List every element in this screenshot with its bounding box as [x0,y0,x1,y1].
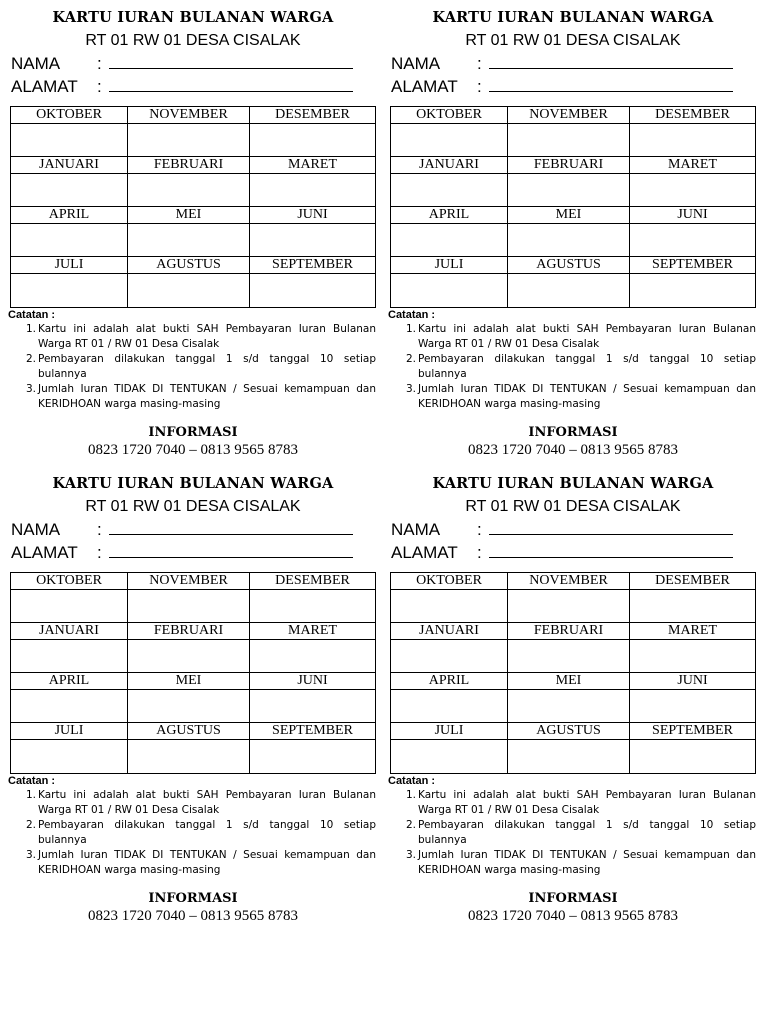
note-item: 3. Jumlah Iuran TIDAK DI TENTUKAN / Sesuai kemampuan dan KERIDHOAN warga masing-masing [26,849,376,876]
month-header: MEI [508,207,630,224]
card-subtitle: RT 01 RW 01 DESA CISALAK [465,498,681,515]
nama-colon: : [97,54,102,73]
payment-cell [250,740,375,773]
alamat-field [11,543,353,563]
month-header: SEPTEMBER [250,257,375,274]
payment-cell [11,690,128,723]
month-header: JULI [391,257,508,274]
notes-label: Catatan : [388,775,436,787]
payment-cell [11,174,128,207]
payment-cell [11,274,128,307]
nama-blank-line [109,520,353,535]
month-header: DESEMBER [630,107,755,124]
month-grid [390,572,756,774]
payment-cell [630,124,755,157]
note-text: Kartu ini adalah alat bukti SAH Pembayaran Iuran Bulanan Warga RT 01 / RW 01 Desa Cisalak [418,789,756,816]
payment-cell [630,274,755,307]
month-header: FEBRUARI [508,623,630,640]
notes-list [8,788,376,878]
dues-card [8,2,378,458]
alamat-colon: : [97,77,102,96]
note-item: 3. Jumlah Iuran TIDAK DI TENTUKAN / Sesuai kemampuan dan KERIDHOAN warga masing-masing [26,383,376,410]
note-item: 1. Kartu ini adalah alat bukti SAH Pembayaran Iuran Bulanan Warga RT 01 / RW 01 Desa Cisalak [406,789,756,816]
payment-cell [11,590,128,623]
alamat-label: ALAMAT [391,543,458,562]
payment-cell [250,274,375,307]
month-grid [10,106,376,308]
payment-cell [128,740,250,773]
card-subtitle: RT 01 RW 01 DESA CISALAK [85,32,301,49]
note-text: Pembayaran dilakukan tanggal 1 s/d tanggal 10 setiap bulannya [418,353,756,380]
nama-field [11,54,353,74]
note-item: 2. Pembayaran dilakukan tanggal 1 s/d tanggal 10 setiap bulannya [406,819,756,846]
nama-blank-line [489,54,733,69]
month-header: JANUARI [391,157,508,174]
nama-label: NAMA [391,520,441,539]
nama-label: NAMA [11,54,61,73]
nama-label: NAMA [391,54,441,73]
note-item: 2. Pembayaran dilakukan tanggal 1 s/d tanggal 10 setiap bulannya [26,353,376,380]
alamat-label: ALAMAT [11,543,78,562]
nama-blank-line [489,520,733,535]
payment-cell [630,224,755,257]
payment-cell [508,640,630,673]
info-title: INFORMASI [528,891,618,906]
notes-list [388,788,756,878]
note-text: Jumlah Iuran TIDAK DI TENTUKAN / Sesuai kemampuan dan KERIDHOAN warga masing-masing [38,383,376,410]
note-item: 1. Kartu ini adalah alat bukti SAH Pembayaran Iuran Bulanan Warga RT 01 / RW 01 Desa Cisalak [406,323,756,350]
note-text: Jumlah Iuran TIDAK DI TENTUKAN / Sesuai kemampuan dan KERIDHOAN warga masing-masing [38,849,376,876]
dues-card [388,468,758,924]
payment-cell [508,590,630,623]
month-header: NOVEMBER [508,573,630,590]
month-header: AGUSTUS [128,257,250,274]
month-header: MARET [250,623,375,640]
alamat-field [391,77,733,97]
notes-list [388,322,756,412]
month-header: OKTOBER [391,573,508,590]
month-header: SEPTEMBER [250,723,375,740]
note-text: Jumlah Iuran TIDAK DI TENTUKAN / Sesuai kemampuan dan KERIDHOAN warga masing-masing [418,383,756,410]
nama-label: NAMA [11,520,61,539]
payment-cell [508,124,630,157]
payment-cell [128,690,250,723]
card-title: KARTU IURAN BULANAN WARGA [432,9,714,26]
month-header: FEBRUARI [508,157,630,174]
note-text: Kartu ini adalah alat bukti SAH Pembayaran Iuran Bulanan Warga RT 01 / RW 01 Desa Cisalak [38,323,376,350]
month-header: FEBRUARI [128,157,250,174]
notes-label: Catatan : [388,309,436,321]
payment-cell [128,274,250,307]
month-header: DESEMBER [630,573,755,590]
payment-cell [391,640,508,673]
dues-card [8,468,378,924]
info-phone: 0823 1720 7040 – 0813 9565 8783 [88,442,298,458]
month-header: MARET [630,623,755,640]
payment-cell [630,640,755,673]
payment-cell [250,590,375,623]
payment-cell [630,174,755,207]
month-header: SEPTEMBER [630,723,755,740]
note-text: Pembayaran dilakukan tanggal 1 s/d tanggal 10 setiap bulannya [418,819,756,846]
payment-cell [508,274,630,307]
payment-cell [391,590,508,623]
note-item: 2. Pembayaran dilakukan tanggal 1 s/d tanggal 10 setiap bulannya [406,353,756,380]
month-header: MEI [128,673,250,690]
payment-cell [250,690,375,723]
month-grid [390,106,756,308]
nama-blank-line [109,54,353,69]
month-header: JANUARI [391,623,508,640]
alamat-label: ALAMAT [391,77,458,96]
month-header: MARET [630,157,755,174]
alamat-blank-line [489,543,733,558]
payment-cell [391,124,508,157]
alamat-colon: : [477,77,482,96]
info-title: INFORMASI [148,425,238,440]
card-subtitle: RT 01 RW 01 DESA CISALAK [465,32,681,49]
note-item: 1. Kartu ini adalah alat bukti SAH Pembayaran Iuran Bulanan Warga RT 01 / RW 01 Desa Cisalak [26,789,376,816]
note-text: Jumlah Iuran TIDAK DI TENTUKAN / Sesuai kemampuan dan KERIDHOAN warga masing-masing [418,849,756,876]
payment-cell [250,224,375,257]
payment-cell [630,690,755,723]
alamat-field [391,543,733,563]
month-header: APRIL [11,207,128,224]
month-header: OKTOBER [11,107,128,124]
info-title: INFORMASI [148,891,238,906]
payment-cell [391,274,508,307]
month-header: NOVEMBER [128,573,250,590]
payment-cell [250,174,375,207]
month-header: DESEMBER [250,573,375,590]
payment-cell [250,640,375,673]
card-title: KARTU IURAN BULANAN WARGA [432,475,714,492]
month-header: JUNI [250,673,375,690]
month-header: NOVEMBER [128,107,250,124]
notes-list [8,322,376,412]
notes-label: Catatan : [8,309,56,321]
payment-cell [391,174,508,207]
month-header: MEI [508,673,630,690]
payment-cell [11,124,128,157]
nama-colon: : [477,54,482,73]
note-item: 3. Jumlah Iuran TIDAK DI TENTUKAN / Sesuai kemampuan dan KERIDHOAN warga masing-masing [406,383,756,410]
alamat-colon: : [477,543,482,562]
payment-cell [128,124,250,157]
month-header: AGUSTUS [128,723,250,740]
info-title: INFORMASI [528,425,618,440]
payment-cell [508,690,630,723]
month-header: APRIL [11,673,128,690]
card-title: KARTU IURAN BULANAN WARGA [52,9,334,26]
month-grid [10,572,376,774]
note-item: 3. Jumlah Iuran TIDAK DI TENTUKAN / Sesuai kemampuan dan KERIDHOAN warga masing-masing [406,849,756,876]
alamat-colon: : [97,543,102,562]
note-text: Pembayaran dilakukan tanggal 1 s/d tanggal 10 setiap bulannya [38,819,376,846]
nama-colon: : [477,520,482,539]
month-header: JUNI [630,207,755,224]
note-text: Pembayaran dilakukan tanggal 1 s/d tanggal 10 setiap bulannya [38,353,376,380]
payment-cell [250,124,375,157]
month-header: JUNI [630,673,755,690]
month-header: NOVEMBER [508,107,630,124]
month-header: JULI [391,723,508,740]
note-text: Kartu ini adalah alat bukti SAH Pembayaran Iuran Bulanan Warga RT 01 / RW 01 Desa Cisalak [418,323,756,350]
payment-cell [508,224,630,257]
month-header: SEPTEMBER [630,257,755,274]
info-phone: 0823 1720 7040 – 0813 9565 8783 [468,442,678,458]
notes-label: Catatan : [8,775,56,787]
nama-field [391,520,733,540]
nama-field [391,54,733,74]
month-header: MEI [128,207,250,224]
payment-cell [508,174,630,207]
payment-cell [128,174,250,207]
alamat-label: ALAMAT [11,77,78,96]
month-header: FEBRUARI [128,623,250,640]
month-header: JANUARI [11,157,128,174]
payment-cell [128,590,250,623]
month-header: JANUARI [11,623,128,640]
month-header: OKTOBER [11,573,128,590]
alamat-blank-line [109,543,353,558]
payment-cell [630,590,755,623]
payment-cell [11,640,128,673]
nama-colon: : [97,520,102,539]
card-subtitle: RT 01 RW 01 DESA CISALAK [85,498,301,515]
info-phone: 0823 1720 7040 – 0813 9565 8783 [468,908,678,924]
payment-cell [391,224,508,257]
note-item: 1. Kartu ini adalah alat bukti SAH Pembayaran Iuran Bulanan Warga RT 01 / RW 01 Desa Cisalak [26,323,376,350]
month-header: JULI [11,257,128,274]
payment-cell [128,224,250,257]
payment-cell [11,224,128,257]
month-header: JULI [11,723,128,740]
month-header: AGUSTUS [508,257,630,274]
payment-cell [391,740,508,773]
card-title: KARTU IURAN BULANAN WARGA [52,475,334,492]
payment-cell [508,740,630,773]
month-header: DESEMBER [250,107,375,124]
month-header: JUNI [250,207,375,224]
month-header: MARET [250,157,375,174]
month-header: APRIL [391,673,508,690]
payment-cell [391,690,508,723]
payment-cell [11,740,128,773]
alamat-blank-line [489,77,733,92]
nama-field [11,520,353,540]
month-header: OKTOBER [391,107,508,124]
month-header: AGUSTUS [508,723,630,740]
alamat-field [11,77,353,97]
note-text: Kartu ini adalah alat bukti SAH Pembayaran Iuran Bulanan Warga RT 01 / RW 01 Desa Cisalak [38,789,376,816]
alamat-blank-line [109,77,353,92]
dues-card [388,2,758,458]
payment-cell [630,740,755,773]
note-item: 2. Pembayaran dilakukan tanggal 1 s/d tanggal 10 setiap bulannya [26,819,376,846]
payment-cell [128,640,250,673]
month-header: APRIL [391,207,508,224]
info-phone: 0823 1720 7040 – 0813 9565 8783 [88,908,298,924]
